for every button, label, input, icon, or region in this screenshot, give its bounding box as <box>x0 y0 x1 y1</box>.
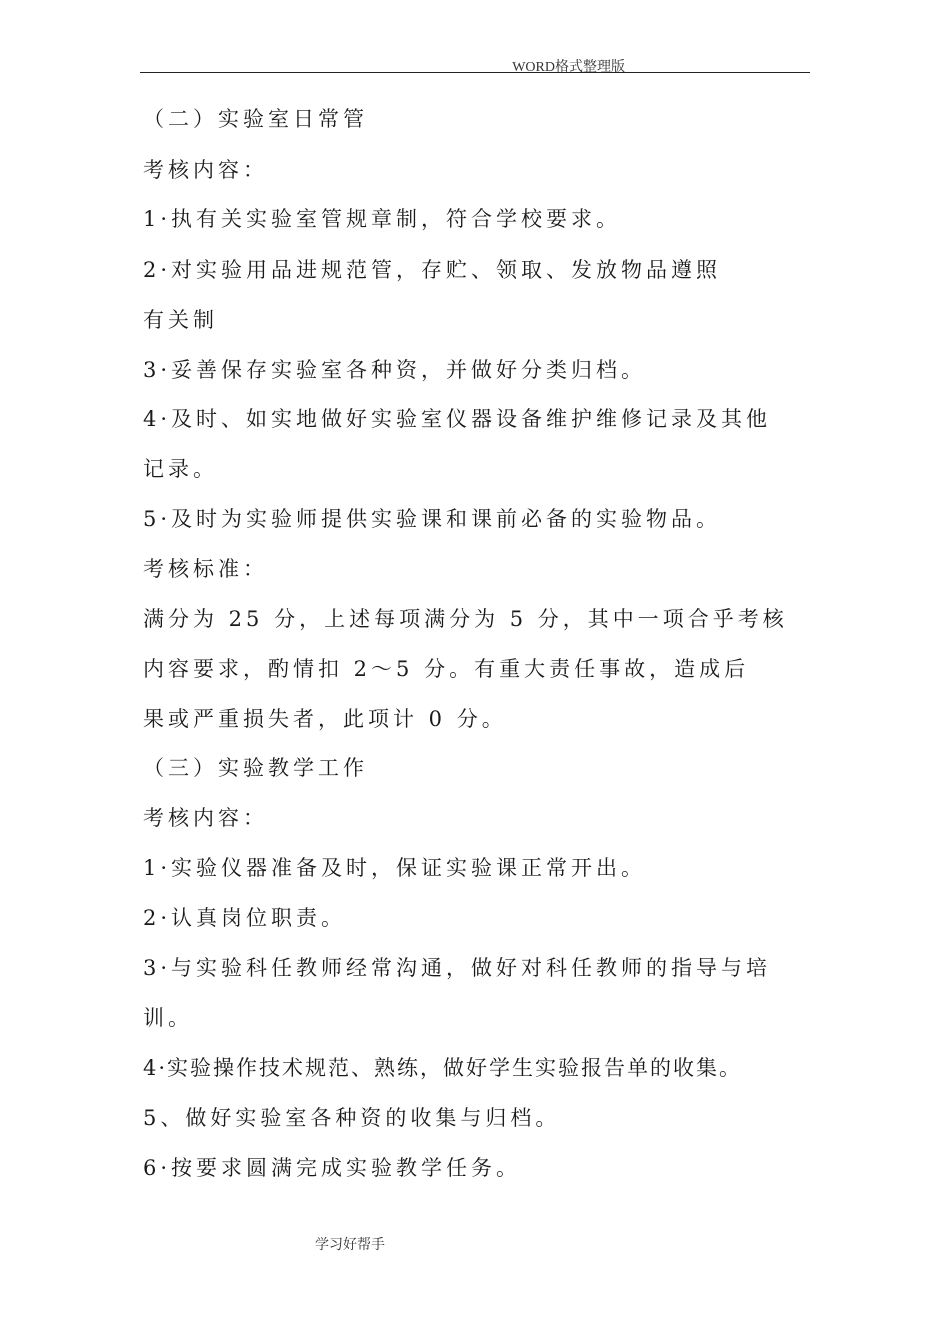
standard-text-line: 果或严重损失者，此项计 0 分。 <box>143 707 507 731</box>
assessment-content-label: 考核内容： <box>143 158 268 182</box>
section-heading-2: （二）实验室日常管 <box>143 107 368 131</box>
list-item-continuation: 训。 <box>143 1006 193 1030</box>
list-item-continuation: 有关制 <box>143 308 218 332</box>
list-item: 1·实验仪器准备及时，保证实验课正常开出。 <box>143 856 647 880</box>
list-item: 5、做好实验室各种资的收集与归档。 <box>143 1106 561 1130</box>
assessment-content-label: 考核内容： <box>143 806 268 830</box>
list-item: 2·对实验用品进规范管，存贮、领取、发放物品遵照 <box>143 258 722 282</box>
section-heading-3: （三）实验教学工作 <box>143 756 368 780</box>
header-text: WORD格式整理版 <box>512 60 625 75</box>
list-item: 3·与实验科任教师经常沟通，做好对科任教师的指导与培 <box>143 956 772 980</box>
list-item: 6·按要求圆满完成实验教学任务。 <box>143 1156 522 1180</box>
list-item: 3·妥善保存实验室各种资，并做好分类归档。 <box>143 358 647 382</box>
standard-text-line: 内容要求，酌情扣 2～5 分。有重大责任事故，造成后 <box>143 657 750 681</box>
list-item: 2·认真岗位职责。 <box>143 906 347 930</box>
list-item-continuation: 记录。 <box>143 457 218 481</box>
page-footer: 学习好帮手 <box>315 1237 385 1253</box>
assessment-standard-label: 考核标准： <box>143 557 268 581</box>
standard-text-line: 满分为 25 分，上述每项满分为 5 分，其中一项合乎考核 <box>143 607 788 631</box>
list-item: 5·及时为实验师提供实验课和课前必备的实验物品。 <box>143 507 722 531</box>
list-item: 1·执有关实验室管规章制，符合学校要求。 <box>143 207 622 231</box>
list-item: 4·及时、如实地做好实验室仪器设备维护维修记录及其他 <box>143 407 772 431</box>
list-item: 4·实验操作技术规范、熟练，做好学生实验报告单的收集。 <box>143 1056 743 1080</box>
